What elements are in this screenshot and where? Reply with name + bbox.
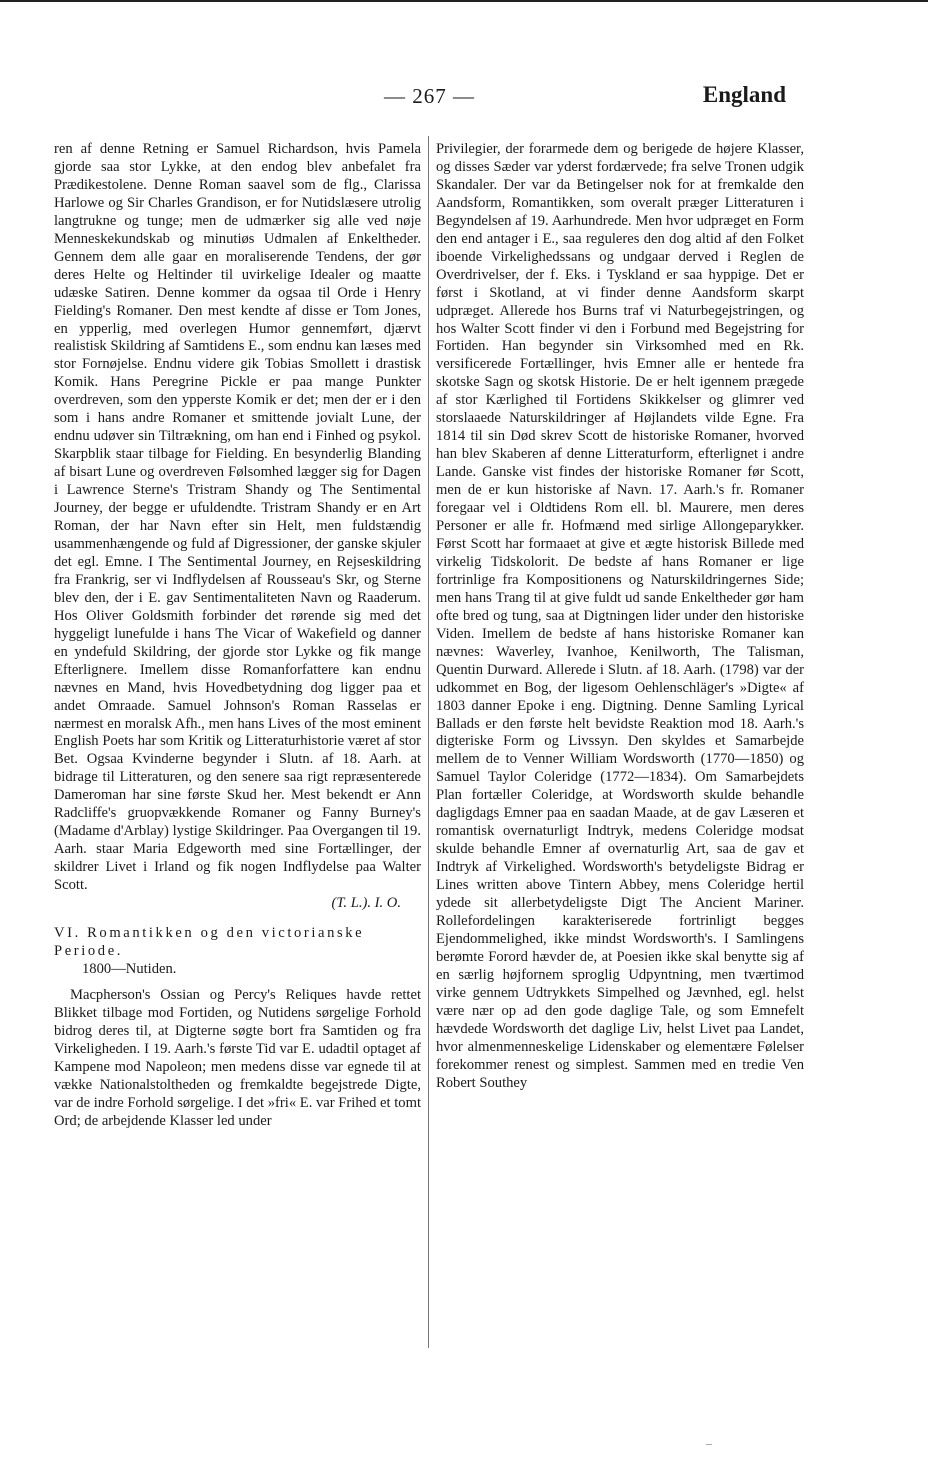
section-title: VI. Romantikken og den victorianske Periode. [54, 924, 365, 959]
section-period: 1800—Nutiden. [82, 960, 177, 977]
left-column [54, 141, 421, 1130]
running-title: England [702, 82, 786, 107]
right-column [436, 141, 804, 1093]
paragraph: Macpherson's Ossian og Percy's Reliques havde rettet Blikket tilbage mod Fortiden, og Nutidens sørgelige Forhold bidrog deres til, at Digterne søgte bort fra Samtiden og fra Virkeligheden. I 19. Aarh.'s første Tid var E. udadtil optaget af Kampene mod Napoleon; men medens disse var egnede til at vække Nationalstoltheden og fremkaldte begejstrede Digte, var de indre Forhold sørgelige. I det »fri« E. var Frihed et tomt Ord; de arbejdende Klasser led under [54, 986, 421, 1129]
page-number: — 267 — [384, 84, 475, 108]
column-divider [428, 136, 429, 1348]
author-signature: (T. L.). I. O. [331, 895, 401, 912]
page-header [54, 84, 786, 114]
paragraph: Privilegier, der forarmede dem og berigede de højere Klasser, og disses Sæder var yderst fordærvede; fra selve Tronen udgik Skandaler. Der var da Betingelser nok for at fremkalde den Aandsform, Romantikken, som overalt præger Litteraturen i Begyndelsen af 19. Aarhundrede. Men hvor udpræget en Form den end antager i E., saa reguleres den dog altid af den Folket iboende Virkelighedssans og undgaar derved i Reglen de Overdrivelser, der f. Eks. i Tyskland er saa hyppige. Det er først i Skotland, at vi finder denne Aandsform skarpt udpræget. Allerede hos Burns traf vi Naturbegejstringen, og hos Walter Scott finder vi den i Forbund med Begejstring for Fortiden. Han begynder sin Virksomhed med en Rk. versificerede Fortællinger, hvis Emner alle er hentede fra skotske Sagn og skotsk Historie. De er helt igennem prægede af stor Kærlighed til Fortidens Skikkelser og glimrer ved storslaaede Naturskildringer af Højlandets vilde Egne. Fra 1814 til sin Død skrev Scott de historiske Romaner, hvorved han blev Skaberen af denne Litteraturform, efterlignet i andre Lande. Ganske vist findes der historiske Romaner før Scott, men de er kun historiske af Navn. 17. Aarh.'s fr. Romaner foregaar vel i Oldtidens Rom ell. bl. Maurere, men deres Personer er alle fr. Hofmænd med sirlige Allongeparykker. Først Scott har formaaet at give et ægte historisk Billede med virkelig Tidskolorit. De bedste af hans Romaner er lige fortrinlige fra Kompositionens og Naturskildringernes Side; men hans Trang til at give fuldt ud sande Enkeltheder gør ham ofte bred og tung, saa at Digtningen lider under den historiske Viden. Imellem de bedste af hans historiske Romaner kan nævnes: Waverley, Ivanhoe, Kenilworth, The Talisman, Quentin Durward. Allerede i Slutn. af 18. Aarh. (1798) var der udkommet en Bog, der ligesom Oehlenschläger's »Digte« af 1803 danner Epoke i eng. Digtning. Denne Samling Lyrical Ballads er den første helt bevidste Reaktion mod 18. Aarh.'s digteriske Form og Livssyn. Den skyldes et Samarbejde mellem de to Venner William Wordsworth (1770—1850) og Samuel Taylor Coleridge (1772—1834). Om Samarbejdets Plan fortæller Coleridge, at Wordsworth skulde behandle dagligdags Emner paa en saadan Maade, at de gav Læseren et romantisk overnaturligt Indtryk, medens Coleridge modsat skulde behandle Emner af overnaturlig Art, saa de gav et Indtryk af Virkelighed. Wordsworth's betydeligste Bidrag er Lines written above Tintern Abbey, mens Coleridge hertil ydede sit allerbetydeligste Digt The Ancient Mariner. Rollefordelingen karakteriserede fortrinligt begges Ejendommelighed, ikke mindst Wordsworth's. I Samlingens berømte Forord hævder de, at Poesien ikke skal benytte sig af en særlig højfornem sproglig Udpyntning, men tværtimod virke gennem Udtrykkets Simpelhed og Jævnhed, egl. helst være nær op ad den gode daglige Tale, og som Emnefelt hævdede Wordsworth det daglige Liv, helst Livet paa Landet, hvor almenmenneskelige Lidenskaber og elementære Følelser forekommer renest og simplest. Sammen med en tredie Ven Robert Southey [436, 141, 804, 1091]
footer-mark: – [706, 1436, 712, 1450]
top-rule [0, 0, 928, 2]
paragraph: ren af denne Retning er Samuel Richardson, hvis Pamela gjorde saa stor Lykke, at den endog blev anbefalet fra Prædikestolene. Denne Roman saavel som de flg., Clarissa Harlowe og Sir Charles Grandison, er for Nutidslæsere utrolig langtrukne og tunge; men de udmærker sig alle ved nøje Menneskekundskab og minutiøs Udmalen af Enkeltheder. Gennem dem alle gaar en moraliserende Tendens, der gør deres Helte og Heltinder til uvirkelige Idealer og maatte udæske Satiren. Denne kommer da ogsaa til Orde i Henry Fielding's Romaner. Den mest kendte af disse er Tom Jones, en ypperlig, med overlegen Humor gennemført, djærvt realistisk Skildring af Samtidens E., som endnu kan læses med stor Fornøjelse. Endnu videre gik Tobias Smollett i drastisk Komik. Hans Peregrine Pickle er paa mange Punkter overdreven, som den ypperste Komik er det; men der er i den som i hans andre Romaner et smittende jovialt Lune, der endnu udøver sin Tiltrækning, om han end i Finhed og psykol. Skarpblik staar tilbage for Fielding. En besynderlig Blanding af bisart Lune og overdreven Følsomhed lægger sig for Dagen i Lawrence Sterne's Tristram Shandy og The Sentimental Journey, der begge er ufuldendte. Tristram Shandy er en Art Roman, der har Navn efter sin Helt, men fuldstændig usammenhængende og fuld af Digressioner, der ganske skjuler det egl. Emne. I The Sentimental Journey, en Rejseskildring fra Frankrig, ser vi Indflydelsen af Rousseau's Skr, og Sterne blev den, der i E. gav Sentimentaliteten Navn og Raaderum. Hos Oliver Goldsmith forbinder det rørende sig med det hyggeligt lunefulde i hans The Vicar of Wakefield og danner en yndefuld Skildring, der gjorde stor Lykke og fik mange Efterlignere. Imellem disse Romanforfattere kan endnu nævnes en Mand, hvis Hovedbetydning dog ligger paa et andet Omraade. Samuel Johnson's Roman Rasselas er nærmest en moralsk Afh., men hans Lives of the most eminent English Poets har som Kritik og Litteraturhistorie været af stor Bet. Ogsaa Kvinderne begynder i Slutn. af 18. Aarh. at bidrage til Litteraturen, og den senere saa rigt repræsenterede Dameroman har sine første Skud her. Mest bekendt er Ann Radcliffe's gruopvækkende Romaner og Fanny Burney's (Madame d'Arblay) lystige Skildringer. Paa Overgangen til 19. Aarh. staar Maria Edgeworth med sine Fortællinger, der skildrer Livet i Irland og fik nogen Indflydelse paa Walter Scott. [54, 141, 421, 894]
section-heading [54, 925, 421, 979]
